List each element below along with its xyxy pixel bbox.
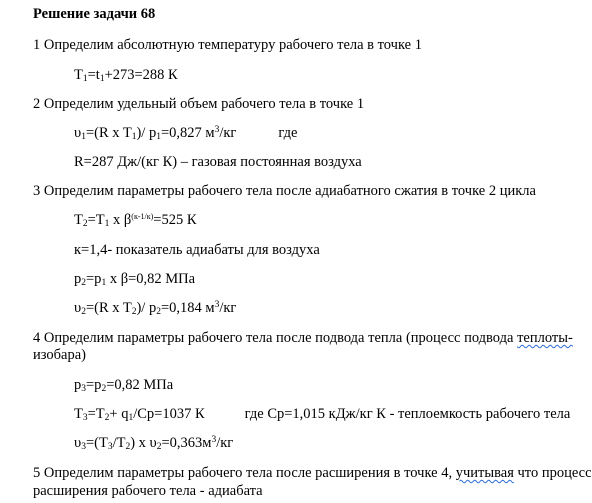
step-3-adiabatic-index: к=1,4- показатель адиабаты для воздуха [74, 242, 320, 258]
step-2-heading: 2 Определим удельный объем рабочего тела в точке 1 [33, 96, 365, 112]
step-3-formula-t2: $T_2=T_1$ x $\beta^{(к-1/к)}=525$ К [74, 212, 197, 229]
step-3-formula-v2: $\upsilon_2=(R$ x $T_2)/$ $p_2=0,184$ $м^3/кг$ [74, 300, 237, 317]
step-3-heading: 3 Определим параметры рабочего тела после адиабатного сжатия в точке 2 цикла [33, 183, 536, 199]
step-5-heading: 5 Определим параметры рабочего тела после расширения в точке 4, учитывая что процесс [33, 465, 592, 481]
step-4-formula-v3: $\upsilon_3=(T_3/T_2)$ x $\upsilon_2=0,363м^3/кг$ [74, 435, 234, 452]
step-2-formula-v1: $\upsilon_1=(R$ x $T_1)/$ $p_1=0,827$ $м^3/кг$ где [74, 125, 298, 142]
step-1-formula-t1: $T_1=t_1+273=288$ К [74, 67, 178, 84]
step-2-gas-constant: R=287 Дж/(кг К) – газовая постоянная воздуха [74, 154, 362, 170]
heat-capacity-note: где Ср=1,015 кДж/кг К - теплоемкость рабочего тела [244, 406, 571, 422]
step-4-formula-p3: $p_3=p_2=0,82$ МПа [74, 377, 174, 394]
where-note: где [278, 125, 298, 141]
step-1-heading: 1 Определим абсолютную температуру рабочего тела в точке 1 [33, 37, 422, 53]
step-3-formula-p2: $p_2=p_1$ x β=0,82 МПа [74, 271, 196, 288]
step-4-heading-cont: изобара) [33, 347, 86, 363]
step-4-formula-t3: $T_3=T_2+ q_1/Cp=1037$ К где Ср=1,015 кДж/кг К - теплоемкость рабочего тела [74, 406, 571, 423]
step-5-heading-cont: расширения рабочего тела - адиабата [33, 483, 263, 499]
step-4-heading: 4 Определим параметры рабочего тела после подвода тепла (процесс подвода теплоты- [33, 330, 573, 346]
page-title: Решение задачи 68 [33, 6, 156, 22]
